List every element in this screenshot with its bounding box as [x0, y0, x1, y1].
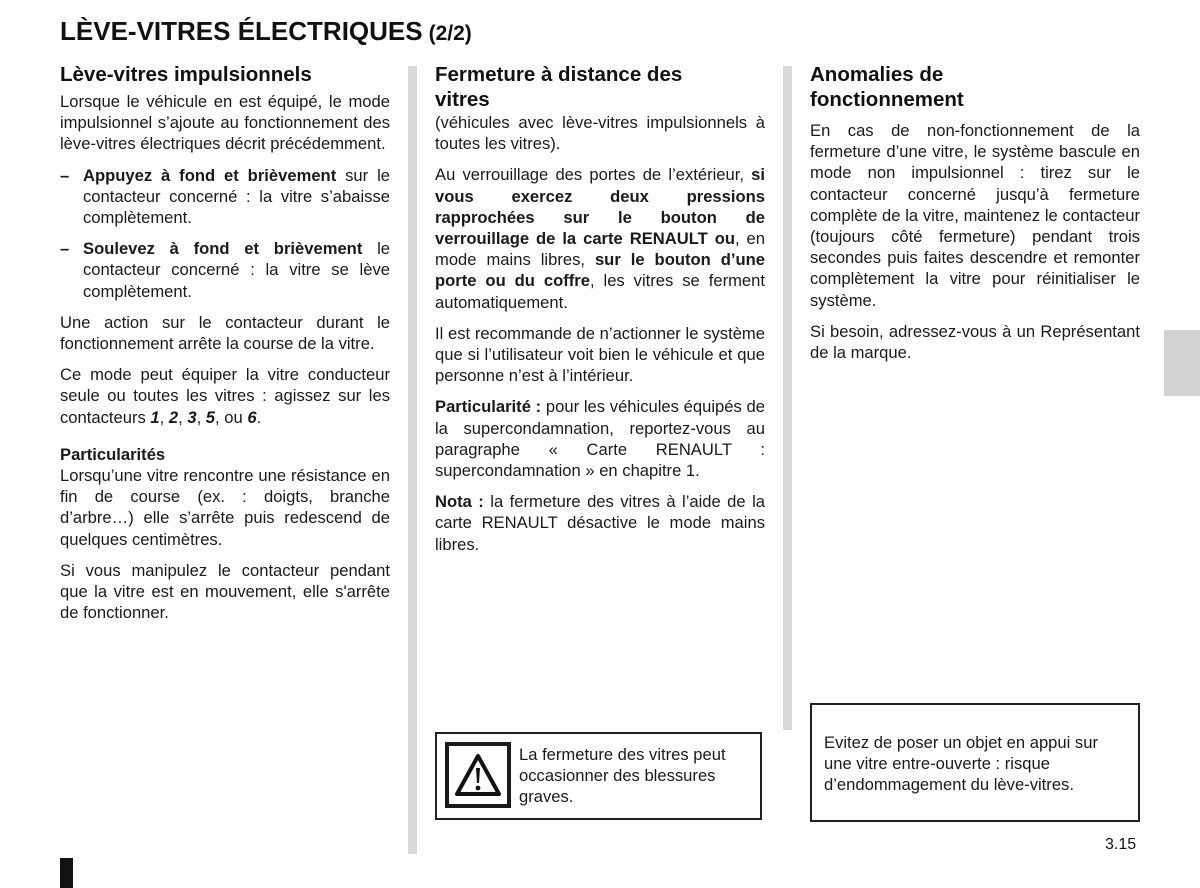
switch-number: 3	[187, 407, 197, 427]
paragraph-malfunction: En cas de non-fonctionnement de la fermeture d’une vitre, le système bascule en mode non impulsionnel : tirez sur le contacteur concerné jusqu’à fermeture complète de la vitre, maintenez le contacteur (toujours côté fermeture) pendant trois secondes puis faites descendre et remonter complètement la vitre pour réinitialiser le système.	[810, 121, 1140, 310]
switch-number: 5	[205, 407, 216, 427]
switch-number: 2	[168, 407, 179, 427]
text-span: pour les véhicules équipés de la supercondamnation, reportez-vous au paragraphe « Carte RENAULT : supercondamnation » en chapitre 1.	[435, 397, 765, 481]
paragraph-sub: (véhicules avec lève-vitres impulsionnels à toutes les vitres).	[435, 113, 765, 154]
page-title	[60, 16, 472, 47]
text-span: Au verrouillage des portes de l’extérieur,	[435, 165, 752, 185]
list-item-text	[83, 238, 390, 302]
list-item-bold: Soulevez à fond et brièvement	[83, 239, 363, 259]
bold-span: si vous exercez deux pressions rapprochées sur le bouton de verrouillage de la carte RENAULT ou	[435, 165, 765, 249]
paragraph-particularite	[435, 396, 765, 481]
page-number: 3.15	[1105, 836, 1137, 853]
column-divider-bar	[783, 66, 792, 730]
list-dash: –	[60, 239, 70, 259]
subheading-particularites: Particularités	[60, 444, 166, 464]
list-dash: –	[60, 165, 70, 185]
list-item-bold: Appuyez à fond et brièvement	[83, 165, 337, 185]
separator: .	[256, 407, 262, 427]
text-span: , les vitres se ferment automatiquement.	[435, 271, 765, 312]
paragraph-intro: Lorsque le véhicule en est équipé, le mode impulsionnel s’ajoute au fonctionnement des lève-vitres électriques décrit précédemment.	[60, 92, 390, 154]
paragraph-contact: Si besoin, adressez-vous à un Représentant de la marque.	[810, 321, 1140, 363]
paragraph-particularites: Lorsqu’une vitre rencontre une résistance en fin de course (ex. : doigts, branche d’arbre…) elle s’arrête puis redescend de quelques centimètres.	[60, 466, 390, 549]
list-item	[60, 238, 390, 302]
paragraph-action: Une action sur le contacteur durant le fonctionnement arrête la course de la vitre.	[60, 312, 390, 354]
paragraph-recommendation: Il est recommande de n’actionner le système que si l’utilisateur voit bien le véhicule et que personne n’est à l’intérieur.	[435, 323, 765, 386]
list-item	[60, 165, 390, 229]
column-impulse-windows	[60, 62, 390, 633]
column-malfunctions	[810, 62, 1140, 373]
page-title-suffix: (2/2)	[428, 22, 472, 45]
bold-label: Nota :	[435, 492, 484, 512]
paragraph-nota	[435, 491, 765, 555]
paragraph-manipulation: Si vous manipulez le contacteur pendant que la vitre est en mouvement, elle s'arrête de fonctionner.	[60, 560, 390, 623]
switch-number: 1	[150, 407, 160, 427]
corner-mark	[60, 858, 73, 888]
text-span: , en mode mains libres,	[435, 229, 765, 270]
paragraph-locking	[435, 164, 765, 312]
section-heading: Fermeture à distance des vitres	[435, 63, 683, 111]
section-heading: Lève-vitres impulsionnels	[60, 63, 312, 86]
warning-box	[435, 732, 762, 820]
list-item-text	[83, 165, 390, 229]
separator: ,	[196, 407, 206, 427]
section-heading: Anomalies de fonctionnement	[810, 63, 964, 111]
separator: ,	[178, 407, 188, 427]
bold-span: sur le bouton d’une porte ou du coffre	[435, 250, 765, 291]
chapter-tab	[1164, 330, 1200, 396]
list-item-rest: sur le contacteur concerné : la vitre s’abaisse complètement.	[83, 165, 390, 228]
list-item-rest: le contacteur concerné : la vitre se lève complètement.	[83, 239, 390, 301]
page-title-main: LÈVE-VITRES ÉLECTRIQUES	[60, 16, 423, 46]
switch-number: 6	[247, 407, 257, 427]
column-divider-bar	[408, 66, 417, 854]
bold-label: Particularité :	[435, 397, 542, 417]
note-box: Evitez de poser un objet en appui sur une vitre entre-ouverte : risque d’endommagement du lève-vitres.	[810, 703, 1140, 822]
warning-text: La fermeture des vitres peut occasionner des blessures graves.	[519, 745, 726, 807]
text-span: la fermeture des vitres à l’aide de la carte RENAULT désactive le mode mains libres.	[435, 492, 765, 554]
warning-triangle-icon	[445, 742, 511, 808]
paragraph-mode	[60, 364, 390, 428]
column-remote-closing	[435, 62, 765, 565]
mode-text: Ce mode peut équiper la vitre conducteur seule ou toutes les vitres : agissez sur les contacteurs	[60, 365, 390, 427]
separator: , ou	[215, 407, 248, 427]
separator: ,	[159, 407, 169, 427]
